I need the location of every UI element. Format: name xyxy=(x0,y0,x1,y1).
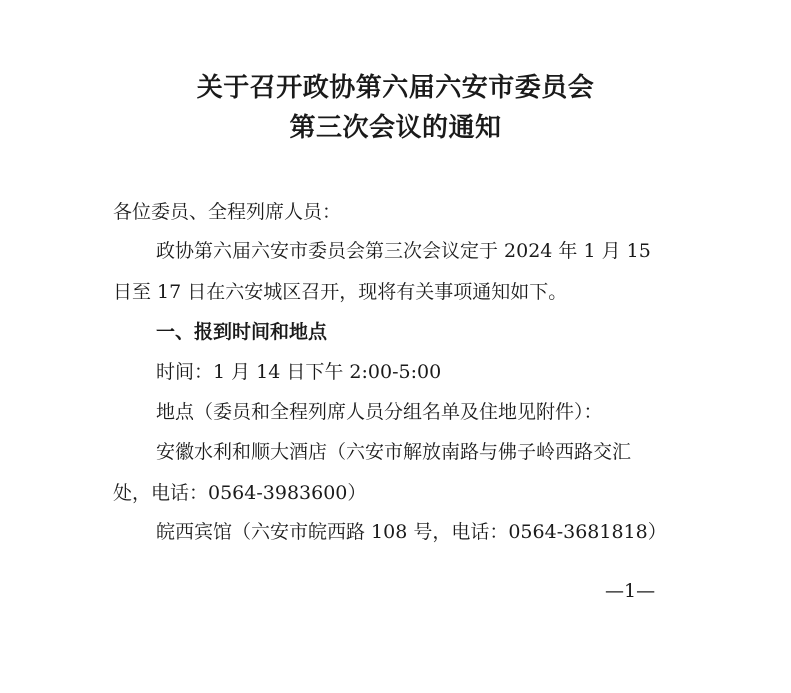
hotel-2: 皖西宾馆（六安市皖西路 108 号，电话：0564-3681818） xyxy=(156,521,667,543)
location-intro: 地点（委员和全程列席人员分组名单及住地见附件）： xyxy=(156,401,603,423)
document-title-line-2: 第三次会议的通知 xyxy=(289,113,502,143)
section-1-heading: 一、报到时间和地点 xyxy=(156,321,328,343)
registration-time: 时间：1 月 14 日下午 2:00-5:00 xyxy=(156,361,442,383)
hotel-1-line-1: 安徽水利和顺大酒店（六安市解放南路与佛子岭西路交汇 xyxy=(156,441,632,463)
salutation: 各位委员、全程列席人员： xyxy=(113,201,342,223)
hotel-1-line-2: 处，电话：0564-3983600） xyxy=(113,482,367,504)
page-number: —1— xyxy=(605,580,656,602)
paragraph-1-line-1: 政协第六届六安市委员会第三次会议定于 2024 年 1 月 15 xyxy=(156,240,651,262)
document-title-line-1: 关于召开政协第六届六安市委员会 xyxy=(196,73,595,103)
paragraph-1-line-2: 日至 17 日在六安城区召开，现将有关事项通知如下。 xyxy=(113,281,568,303)
